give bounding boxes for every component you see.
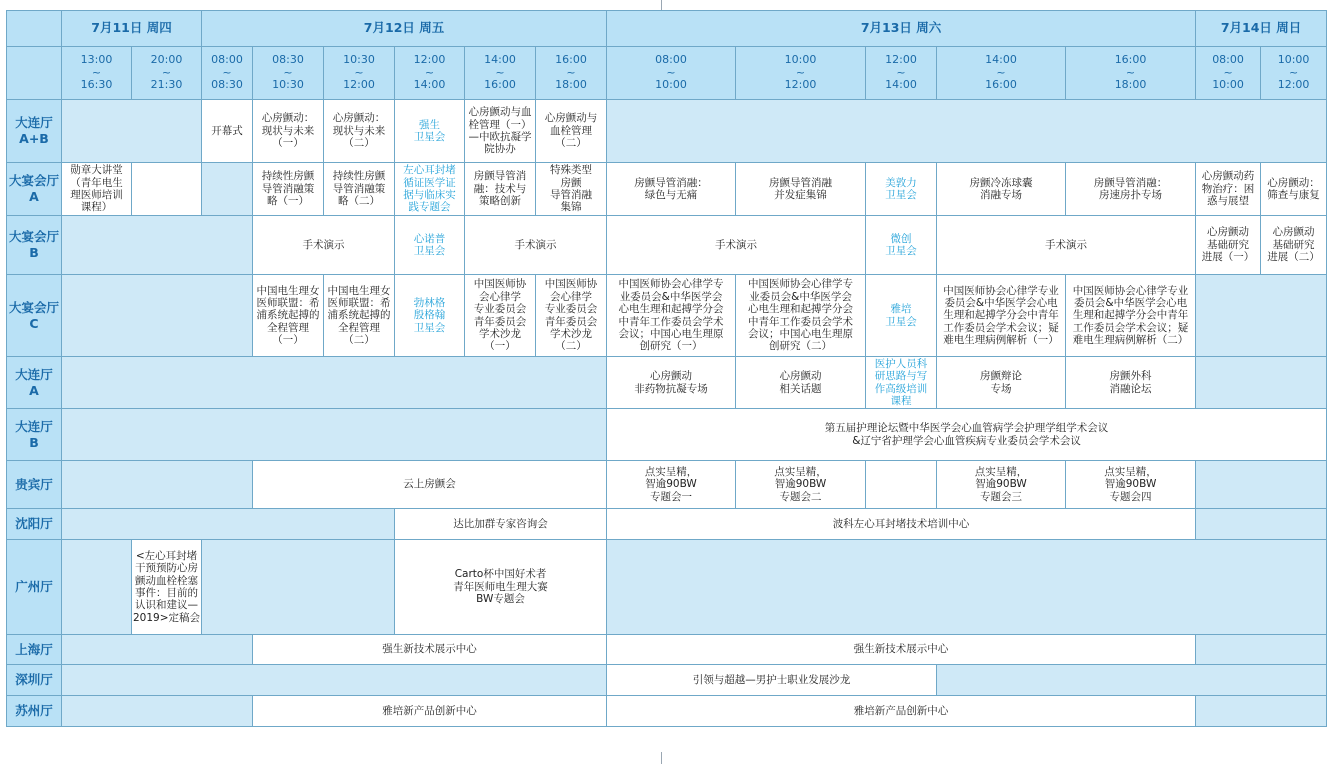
empty-slot — [62, 696, 253, 727]
room-name: 大连厅 A+B — [7, 100, 62, 163]
time-sep: ~ — [283, 65, 293, 79]
empty-slot — [1196, 635, 1327, 665]
session-cell: 中国电生理女 医师联盟：希 浦系统起搏的 全程管理 （一） — [253, 275, 324, 357]
session-cell: 开幕式 — [202, 100, 253, 163]
day-header: 7月12日 周五 — [202, 11, 607, 47]
day-header: 7月11日 周四 — [62, 11, 202, 47]
time-end: 12:00 — [784, 78, 817, 92]
time-start: 10:30 — [343, 52, 375, 66]
empty-slot — [62, 216, 253, 275]
time-sep: ~ — [1288, 65, 1299, 79]
session-cell: 手术演示 — [253, 216, 395, 275]
time-start: 08:30 — [272, 52, 304, 66]
room-row — [7, 509, 1327, 540]
time-slot-header — [202, 47, 253, 100]
time-sep: ~ — [666, 65, 676, 79]
empty-slot — [1196, 357, 1327, 409]
time-slot-header — [736, 47, 866, 100]
empty-slot — [62, 357, 607, 409]
time-slot-header — [536, 47, 607, 100]
session-cell: 达比加群专家咨询会 — [395, 509, 607, 540]
room-row — [7, 461, 1327, 509]
session-cell: 点实呈精， 智逾90BW 专题会三 — [937, 461, 1066, 509]
session-cell: 微创 卫星会 — [866, 216, 937, 275]
empty-slot — [937, 665, 1327, 696]
time-start: 08:00 — [211, 52, 243, 66]
room-row — [7, 357, 1327, 409]
session-cell: 雅培新产品创新中心 — [253, 696, 607, 727]
time-start: 12:00 — [885, 52, 917, 66]
session-cell: 手术演示 — [937, 216, 1196, 275]
session-cell: 引领与超越—男护士职业发展沙龙 — [607, 665, 937, 696]
day-header: 7月14日 周日 — [1196, 11, 1327, 47]
time-sep: ~ — [795, 65, 806, 79]
room-name: 大宴会厅 A — [7, 163, 62, 216]
session-cell: 心房颤动药 物治疗：困 惑与展望 — [1196, 163, 1261, 216]
room-name: 大连厅 B — [7, 409, 62, 461]
time-slot-header — [866, 47, 937, 100]
session-cell: 中国医师协会心律学专业 委员会&中华医学会心电 生理和起搏学分会中青年 工作委员会学术会议；疑 难电生理病例解析（一） — [937, 275, 1066, 357]
time-end: 18:00 — [1114, 78, 1147, 92]
empty-slot — [607, 540, 1327, 635]
room-row — [7, 540, 1327, 635]
session-cell: 心房颤动： 现状与未来 （一） — [253, 100, 324, 163]
room-row — [7, 216, 1327, 275]
room-name: 贵宾厅 — [7, 461, 62, 509]
corner-cell — [7, 47, 62, 100]
time-end: 16:00 — [484, 78, 516, 92]
session-cell: 强生 卫星会 — [395, 100, 465, 163]
session-cell: 美敦力 卫星会 — [866, 163, 937, 216]
time-sep: ~ — [566, 65, 576, 79]
session-cell: 心房颤动： 筛查与康复 — [1261, 163, 1327, 216]
empty-slot — [1196, 509, 1327, 540]
room-row — [7, 275, 1327, 357]
time-sep: ~ — [1125, 65, 1136, 79]
time-slot-header — [62, 47, 132, 100]
session-cell: 心房颤动 基础研究 进展（一） — [1196, 216, 1261, 275]
time-start: 13:00 — [80, 52, 113, 66]
time-start: 20:00 — [150, 52, 183, 66]
time-end: 10:00 — [1212, 78, 1244, 92]
session-cell: 医护人员科 研思路与写 作高级培训 课程 — [866, 357, 937, 409]
time-end: 18:00 — [555, 78, 587, 92]
time-end: 08:30 — [211, 78, 243, 92]
time-end: 12:00 — [343, 78, 375, 92]
session-cell: 第五届护理论坛暨中华医学会心血管病学会护理学组学术会议 &辽宁省护理学会心血管疾病专业委员会学术会议 — [607, 409, 1327, 461]
session-cell: 雅培新产品创新中心 — [607, 696, 1196, 727]
session-cell: 房颤导管消融 并发症集锦 — [736, 163, 866, 216]
session-cell: 特殊类型 房颤 导管消融 集锦 — [536, 163, 607, 216]
time-start: 14:00 — [985, 52, 1017, 66]
time-sep: ~ — [161, 65, 172, 79]
empty-slot — [62, 100, 202, 163]
empty-slot — [132, 163, 202, 216]
time-sep: ~ — [996, 65, 1006, 79]
room-name: 苏州厅 — [7, 696, 62, 727]
time-sep: ~ — [222, 65, 232, 79]
empty-slot — [62, 275, 253, 357]
time-sep: ~ — [1223, 65, 1233, 79]
session-cell: 点实呈精， 智逾90BW 专题会一 — [607, 461, 736, 509]
session-cell: 持续性房颤 导管消融策 略（二） — [324, 163, 395, 216]
session-cell: 房颤导管消融： 绿色与无痛 — [607, 163, 736, 216]
empty-slot — [1196, 461, 1327, 509]
room-name: 大宴会厅 C — [7, 275, 62, 357]
session-cell: 强生新技术展示中心 — [607, 635, 1196, 665]
time-slot-header — [324, 47, 395, 100]
time-end: 10:30 — [272, 78, 304, 92]
time-end: 21:30 — [150, 78, 183, 92]
session-cell: 左心耳封堵 循证医学证 据与临床实 践专题会 — [395, 163, 465, 216]
time-slot-header — [1066, 47, 1196, 100]
empty-slot — [62, 509, 395, 540]
session-cell: 心房颤动 相关话题 — [736, 357, 866, 409]
time-end: 14:00 — [885, 78, 917, 92]
room-row — [7, 665, 1327, 696]
empty-slot — [866, 461, 937, 509]
time-start: 16:00 — [555, 52, 587, 66]
session-cell: <左心耳封堵 干预预防心房 颤动血栓栓塞 事件：目前的 认识和建议— 2019>定稿会 — [132, 540, 202, 635]
room-row — [7, 696, 1327, 727]
time-start: 10:00 — [784, 52, 817, 66]
session-cell: 中国医师协会心律学专业 委员会&中华医学会心电 生理和起搏学分会中青年 工作委员会学术会议；疑 难电生理病例解析（二） — [1066, 275, 1196, 357]
time-start: 12:00 — [413, 52, 446, 66]
room-row — [7, 100, 1327, 163]
time-slot-header — [132, 47, 202, 100]
empty-slot — [62, 409, 607, 461]
session-cell: 心房颤动与血 栓管理（一） —中欧抗凝学 院协办 — [465, 100, 536, 163]
time-header-row — [7, 47, 1327, 100]
room-row — [7, 163, 1327, 216]
session-cell: 手术演示 — [465, 216, 607, 275]
time-slot-header — [937, 47, 1066, 100]
time-slot-header — [1196, 47, 1261, 100]
session-cell: 心房颤动 基础研究 进展（二） — [1261, 216, 1327, 275]
time-sep: ~ — [896, 65, 906, 79]
session-cell: 中国医师协会心律学专 业委员会&中华医学会 心电生理和起搏学分会 中青年工作委员会学术 会议；中国心电生理原 创研究（一） — [607, 275, 736, 357]
session-cell: 手术演示 — [607, 216, 866, 275]
session-cell: 房颤导管消融： 房速房扑专场 — [1066, 163, 1196, 216]
session-cell: 点实呈精， 智逾90BW 专题会二 — [736, 461, 866, 509]
conference-schedule-table — [6, 10, 1327, 727]
session-cell: 点实呈精， 智逾90BW 专题会四 — [1066, 461, 1196, 509]
room-name: 深圳厅 — [7, 665, 62, 696]
room-row — [7, 635, 1327, 665]
empty-slot — [202, 540, 395, 635]
empty-slot — [1196, 696, 1327, 727]
time-start: 14:00 — [484, 52, 516, 66]
time-slot-header — [465, 47, 536, 100]
session-cell: 持续性房颤 导管消融策 略（一） — [253, 163, 324, 216]
session-cell: 中国医师协 会心律学 专业委员会 青年委员会 学术沙龙 （一） — [465, 275, 536, 357]
session-cell: 云上房颤会 — [253, 461, 607, 509]
time-sep: ~ — [91, 65, 102, 79]
room-name: 沈阳厅 — [7, 509, 62, 540]
room-name: 上海厅 — [7, 635, 62, 665]
session-cell: 房颤辩论 专场 — [937, 357, 1066, 409]
time-end: 14:00 — [413, 78, 446, 92]
session-cell: 中国医师协会心律学专 业委员会&中华医学会 心电生理和起搏学分会 中青年工作委员会学术 会议；中国心电生理原 创研究（二） — [736, 275, 866, 357]
time-start: 08:00 — [655, 52, 687, 66]
time-start: 10:00 — [1277, 52, 1310, 66]
time-slot-header — [253, 47, 324, 100]
time-end: 16:30 — [80, 78, 113, 92]
session-cell: 勋章大讲堂 （青年电生 理医师培训 课程） — [62, 163, 132, 216]
time-start: 16:00 — [1114, 52, 1147, 66]
session-cell: 心房颤动： 现状与未来 （二） — [324, 100, 395, 163]
time-end: 12:00 — [1277, 78, 1310, 92]
time-sep: ~ — [424, 65, 435, 79]
room-name: 大连厅 A — [7, 357, 62, 409]
empty-slot — [62, 461, 253, 509]
session-cell: 中国电生理女 医师联盟：希 浦系统起搏的 全程管理 （二） — [324, 275, 395, 357]
time-start: 08:00 — [1212, 52, 1244, 66]
time-sep: ~ — [495, 65, 505, 79]
session-cell: 强生新技术展示中心 — [253, 635, 607, 665]
time-slot-header — [607, 47, 736, 100]
session-cell: 心房颤动与 血栓管理 （二） — [536, 100, 607, 163]
corner-cell — [7, 11, 62, 47]
session-cell: 心房颤动 非药物抗凝专场 — [607, 357, 736, 409]
session-cell: 雅培 卫星会 — [866, 275, 937, 357]
session-cell: 勃林格 殷格翰 卫星会 — [395, 275, 465, 357]
session-cell: 波科左心耳封堵技术培训中心 — [607, 509, 1196, 540]
time-slot-header — [1261, 47, 1327, 100]
time-sep: ~ — [354, 65, 364, 79]
empty-slot — [62, 635, 253, 665]
session-cell: 房颤导管消 融：技术与 策略创新 — [465, 163, 536, 216]
session-cell: Carto杯中国好术者 青年医师电生理大赛 BW专题会 — [395, 540, 607, 635]
session-cell: 心诺普 卫星会 — [395, 216, 465, 275]
room-name: 大宴会厅 B — [7, 216, 62, 275]
time-end: 10:00 — [655, 78, 687, 92]
empty-slot — [62, 665, 607, 696]
session-cell: 房颤外科 消融论坛 — [1066, 357, 1196, 409]
time-slot-header — [395, 47, 465, 100]
empty-slot — [1196, 275, 1327, 357]
day-header-row — [7, 11, 1327, 47]
time-end: 16:00 — [985, 78, 1017, 92]
empty-slot — [62, 540, 132, 635]
room-name: 广州厅 — [7, 540, 62, 635]
session-cell: 中国医师协 会心律学 专业委员会 青年委员会 学术沙龙 （二） — [536, 275, 607, 357]
day-header: 7月13日 周六 — [607, 11, 1196, 47]
session-cell: 房颤冷冻球囊 消融专场 — [937, 163, 1066, 216]
center-fold-line-bottom — [661, 752, 662, 764]
empty-slot — [202, 163, 253, 216]
room-row — [7, 409, 1327, 461]
empty-slot — [607, 100, 1327, 163]
